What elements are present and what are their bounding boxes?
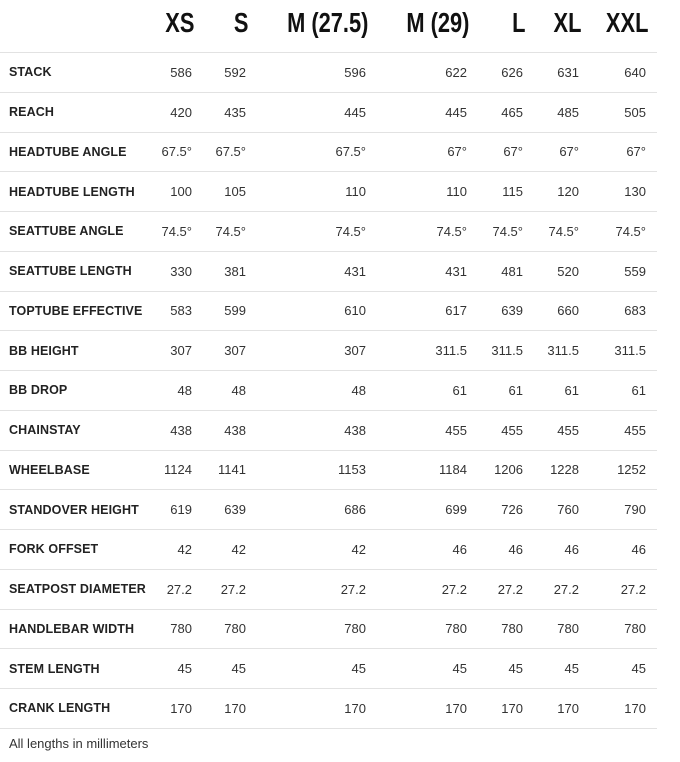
- table-cell: 67.5°: [257, 132, 377, 172]
- table-cell: 42: [150, 530, 203, 570]
- table-cell: 42: [257, 530, 377, 570]
- table-cell: 61: [478, 371, 534, 411]
- table-cell: 27.2: [377, 569, 478, 609]
- table-cell: 455: [590, 410, 657, 450]
- table-cell: 46: [590, 530, 657, 570]
- table-cell: 445: [257, 92, 377, 132]
- table-cell: 307: [257, 331, 377, 371]
- table-row: [0, 53, 657, 93]
- size-header: XL: [553, 7, 582, 38]
- table-cell: 431: [377, 251, 478, 291]
- table-cell: 61: [534, 371, 590, 411]
- row-label: TOPTUBE EFFECTIVE: [0, 291, 150, 331]
- row-label: CRANK LENGTH: [0, 689, 150, 729]
- table-cell: 445: [377, 92, 478, 132]
- table-cell: 110: [377, 172, 478, 212]
- table-cell: 1228: [534, 450, 590, 490]
- table-body: [0, 53, 657, 729]
- table-row: [0, 649, 657, 689]
- table-cell: 780: [203, 609, 257, 649]
- table-row: [0, 689, 657, 729]
- table-cell: 626: [478, 53, 534, 93]
- table-cell: 438: [150, 410, 203, 450]
- table-cell: 27.2: [590, 569, 657, 609]
- table-cell: 61: [377, 371, 478, 411]
- row-label: WHEELBASE: [0, 450, 150, 490]
- table-cell: 780: [534, 609, 590, 649]
- table-cell: 639: [203, 490, 257, 530]
- row-label: REACH: [0, 92, 150, 132]
- table-cell: 559: [590, 251, 657, 291]
- table-cell: 170: [534, 689, 590, 729]
- table-row: [0, 212, 657, 252]
- table-cell: 61: [590, 371, 657, 411]
- table-cell: 455: [478, 410, 534, 450]
- table-cell: 381: [203, 251, 257, 291]
- header-label-cell: [0, 0, 150, 53]
- size-header: M (27.5): [287, 7, 369, 38]
- table-cell: 307: [150, 331, 203, 371]
- table-cell: 311.5: [534, 331, 590, 371]
- table-row: [0, 251, 657, 291]
- table-header: [0, 0, 657, 53]
- table-row: [0, 291, 657, 331]
- row-label: SEATTUBE ANGLE: [0, 212, 150, 252]
- table-cell: 583: [150, 291, 203, 331]
- table-cell: 170: [478, 689, 534, 729]
- table-cell: 617: [377, 291, 478, 331]
- table-cell: 780: [257, 609, 377, 649]
- table-cell: 639: [478, 291, 534, 331]
- table-cell: 27.2: [478, 569, 534, 609]
- table-cell: 74.5°: [257, 212, 377, 252]
- row-label: HEADTUBE LENGTH: [0, 172, 150, 212]
- table-cell: 592: [203, 53, 257, 93]
- table-cell: 170: [257, 689, 377, 729]
- table-cell: 100: [150, 172, 203, 212]
- row-label: SEATPOST DIAMETER: [0, 569, 150, 609]
- table-cell: 110: [257, 172, 377, 212]
- table-row: [0, 92, 657, 132]
- units-footnote: All lengths in millimeters: [9, 736, 149, 751]
- table-cell: 311.5: [590, 331, 657, 371]
- table-cell: 640: [590, 53, 657, 93]
- table-cell: 780: [377, 609, 478, 649]
- table-cell: 465: [478, 92, 534, 132]
- size-header: L: [512, 7, 526, 38]
- row-label: FORK OFFSET: [0, 530, 150, 570]
- table-cell: 46: [478, 530, 534, 570]
- table-cell: 619: [150, 490, 203, 530]
- table-row: [0, 609, 657, 649]
- table-cell: 790: [590, 490, 657, 530]
- table-cell: 74.5°: [203, 212, 257, 252]
- table-cell: 67°: [478, 132, 534, 172]
- table-cell: 74.5°: [150, 212, 203, 252]
- row-label: BB HEIGHT: [0, 331, 150, 371]
- table-row: [0, 132, 657, 172]
- table-cell: 48: [150, 371, 203, 411]
- table-cell: 307: [203, 331, 257, 371]
- table-cell: 45: [590, 649, 657, 689]
- table-cell: 683: [590, 291, 657, 331]
- table-cell: 120: [534, 172, 590, 212]
- row-label: STACK: [0, 53, 150, 93]
- table-cell: 27.2: [203, 569, 257, 609]
- table-cell: 45: [478, 649, 534, 689]
- table-cell: 170: [203, 689, 257, 729]
- size-header: XXL: [605, 7, 649, 38]
- table-cell: 45: [257, 649, 377, 689]
- table-cell: 45: [377, 649, 478, 689]
- table-cell: 67.5°: [203, 132, 257, 172]
- size-header: S: [233, 7, 249, 38]
- table-cell: 438: [257, 410, 377, 450]
- table-cell: 130: [590, 172, 657, 212]
- table-cell: 45: [203, 649, 257, 689]
- table-row: [0, 172, 657, 212]
- table-cell: 74.5°: [590, 212, 657, 252]
- table-cell: 780: [478, 609, 534, 649]
- table-cell: 1184: [377, 450, 478, 490]
- table-cell: 1252: [590, 450, 657, 490]
- size-header: XS: [165, 7, 195, 38]
- table-cell: 330: [150, 251, 203, 291]
- table-cell: 699: [377, 490, 478, 530]
- table-cell: 520: [534, 251, 590, 291]
- table-cell: 27.2: [257, 569, 377, 609]
- table-cell: 505: [590, 92, 657, 132]
- table-cell: 780: [150, 609, 203, 649]
- table-cell: 455: [377, 410, 478, 450]
- table-cell: 45: [150, 649, 203, 689]
- table-cell: 726: [478, 490, 534, 530]
- table-cell: 311.5: [377, 331, 478, 371]
- table-cell: 1153: [257, 450, 377, 490]
- table-cell: 1124: [150, 450, 203, 490]
- table-cell: 46: [377, 530, 478, 570]
- table-cell: 435: [203, 92, 257, 132]
- table-row: [0, 569, 657, 609]
- table-cell: 455: [534, 410, 590, 450]
- table-cell: 74.5°: [534, 212, 590, 252]
- table-cell: 115: [478, 172, 534, 212]
- table-cell: 431: [257, 251, 377, 291]
- row-label: BB DROP: [0, 371, 150, 411]
- table-cell: 27.2: [150, 569, 203, 609]
- table-cell: 660: [534, 291, 590, 331]
- table-cell: 760: [534, 490, 590, 530]
- table-cell: 780: [590, 609, 657, 649]
- table-cell: 105: [203, 172, 257, 212]
- table-cell: 46: [534, 530, 590, 570]
- row-label: HEADTUBE ANGLE: [0, 132, 150, 172]
- table-row: [0, 331, 657, 371]
- table-row: [0, 371, 657, 411]
- table-cell: 48: [257, 371, 377, 411]
- header-row: [0, 0, 657, 53]
- table-cell: 67°: [534, 132, 590, 172]
- table-cell: 1206: [478, 450, 534, 490]
- row-label: HANDLEBAR WIDTH: [0, 609, 150, 649]
- table-cell: 622: [377, 53, 478, 93]
- table-cell: 42: [203, 530, 257, 570]
- table-cell: 599: [203, 291, 257, 331]
- row-label: STEM LENGTH: [0, 649, 150, 689]
- row-label: SEATTUBE LENGTH: [0, 251, 150, 291]
- table-cell: 67°: [590, 132, 657, 172]
- table-cell: 481: [478, 251, 534, 291]
- table-row: [0, 410, 657, 450]
- table-cell: 686: [257, 490, 377, 530]
- table-cell: 438: [203, 410, 257, 450]
- row-label: STANDOVER HEIGHT: [0, 490, 150, 530]
- table-cell: 596: [257, 53, 377, 93]
- table-cell: 67°: [377, 132, 478, 172]
- table-cell: 420: [150, 92, 203, 132]
- table-row: [0, 530, 657, 570]
- table-cell: 74.5°: [377, 212, 478, 252]
- table-cell: 586: [150, 53, 203, 93]
- table-row: [0, 450, 657, 490]
- table-cell: 610: [257, 291, 377, 331]
- table-cell: 48: [203, 371, 257, 411]
- table-cell: 170: [150, 689, 203, 729]
- size-header: M (29): [406, 7, 470, 38]
- table-cell: 27.2: [534, 569, 590, 609]
- table-cell: 170: [590, 689, 657, 729]
- table-cell: 311.5: [478, 331, 534, 371]
- table-row: [0, 490, 657, 530]
- table-cell: 45: [534, 649, 590, 689]
- row-label: CHAINSTAY: [0, 410, 150, 450]
- table-cell: 67.5°: [150, 132, 203, 172]
- table-cell: 485: [534, 92, 590, 132]
- table-cell: 1141: [203, 450, 257, 490]
- table-cell: 74.5°: [478, 212, 534, 252]
- table-cell: 170: [377, 689, 478, 729]
- table-cell: 631: [534, 53, 590, 93]
